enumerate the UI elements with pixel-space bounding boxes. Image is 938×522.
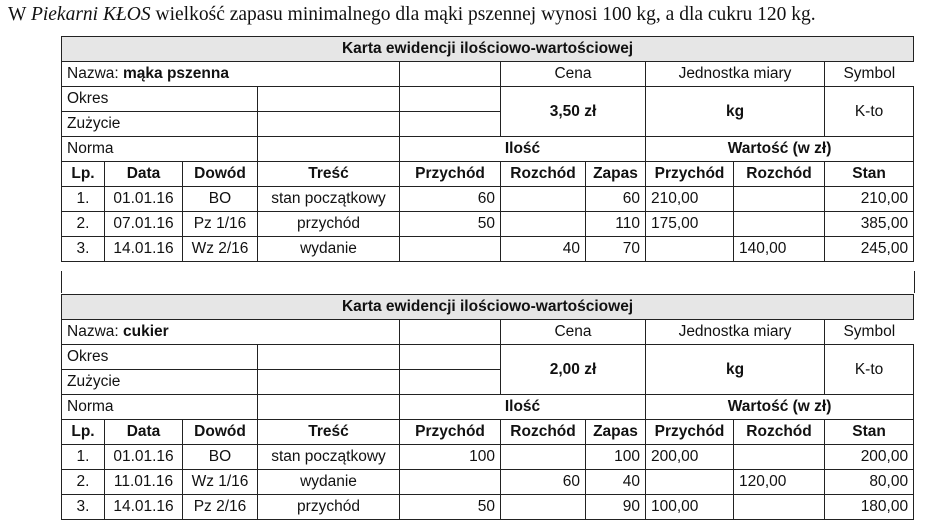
col-header-lp: Lp. bbox=[62, 162, 105, 187]
cell-val-balance: 245,00 bbox=[825, 237, 914, 262]
cell-qty-stock: 90 bbox=[586, 495, 646, 520]
symbol-header: Symbol bbox=[825, 320, 914, 345]
intro-sentence bbox=[8, 4, 933, 26]
cell-qty-stock: 40 bbox=[586, 470, 646, 495]
inventory-card bbox=[61, 36, 914, 262]
norma-label: Norma bbox=[62, 137, 258, 162]
ilosc-group-header: Ilość bbox=[400, 395, 646, 420]
cell-data: 07.01.16 bbox=[105, 212, 183, 237]
cell-data: 14.01.16 bbox=[105, 495, 183, 520]
cell-tresc: wydanie bbox=[258, 237, 400, 262]
cell-dowod: BO bbox=[183, 445, 258, 470]
item-name-cell bbox=[62, 320, 400, 345]
okres-value-2 bbox=[400, 345, 501, 370]
price-header: Cena bbox=[501, 62, 646, 87]
okres-value-2 bbox=[400, 87, 501, 112]
company-name: Piekarni KŁOS bbox=[30, 4, 151, 25]
cell-qty-in: 100 bbox=[400, 445, 501, 470]
price-header: Cena bbox=[501, 320, 646, 345]
cell-val-in: 200,00 bbox=[646, 445, 734, 470]
table-row bbox=[62, 470, 914, 495]
cell-lp: 2. bbox=[62, 212, 105, 237]
cell-val-balance: 80,00 bbox=[825, 470, 914, 495]
cell-tresc: wydanie bbox=[258, 470, 400, 495]
wartosc-group-header: Wartość (w zł) bbox=[646, 137, 914, 162]
table-row bbox=[62, 237, 914, 262]
zuzycie-value-2 bbox=[400, 370, 501, 395]
price-value: 2,00 zł bbox=[501, 345, 646, 395]
unit-value: kg bbox=[646, 345, 825, 395]
norma-value bbox=[258, 395, 400, 420]
col-header-qty-out: Rozchód bbox=[501, 420, 586, 445]
cell-lp: 2. bbox=[62, 470, 105, 495]
col-header-qty-in: Przychód bbox=[400, 420, 501, 445]
cell-val-out bbox=[734, 445, 825, 470]
unit-header: Jednostka miary bbox=[646, 320, 825, 345]
name-label: Nazwa: bbox=[67, 323, 123, 340]
cell-tresc: stan początkowy bbox=[258, 187, 400, 212]
cell-lp: 1. bbox=[62, 445, 105, 470]
cell-tresc: stan początkowy bbox=[258, 445, 400, 470]
cell-data: 14.01.16 bbox=[105, 237, 183, 262]
cell-lp: 1. bbox=[62, 187, 105, 212]
table-row bbox=[62, 212, 914, 237]
cell-qty-stock: 110 bbox=[586, 212, 646, 237]
cell-qty-stock: 100 bbox=[586, 445, 646, 470]
unit-value: kg bbox=[646, 87, 825, 137]
col-header-dowod: Dowód bbox=[183, 162, 258, 187]
cell-dowod: Wz 2/16 bbox=[183, 237, 258, 262]
card-title: Karta ewidencji ilościowo-wartościowej bbox=[62, 37, 914, 62]
col-header-lp: Lp. bbox=[62, 420, 105, 445]
col-header-val-in: Przychód bbox=[646, 420, 734, 445]
okres-label: Okres bbox=[62, 87, 258, 112]
cell-qty-in: 60 bbox=[400, 187, 501, 212]
table-row bbox=[62, 445, 914, 470]
zuzycie-value-2 bbox=[400, 112, 501, 137]
table-row bbox=[62, 187, 914, 212]
item-name-cell bbox=[62, 62, 400, 87]
norma-label: Norma bbox=[62, 395, 258, 420]
col-header-tresc: Treść bbox=[258, 162, 400, 187]
table-row bbox=[62, 495, 914, 520]
name-label: Nazwa: bbox=[67, 65, 123, 82]
zuzycie-value bbox=[258, 112, 400, 137]
cell-qty-out bbox=[501, 187, 586, 212]
cell-val-in: 100,00 bbox=[646, 495, 734, 520]
cell-qty-out: 60 bbox=[501, 470, 586, 495]
cell-qty-stock: 60 bbox=[586, 187, 646, 212]
cell-qty-in: 50 bbox=[400, 212, 501, 237]
col-header-val-in: Przychód bbox=[646, 162, 734, 187]
card-separator bbox=[61, 271, 915, 293]
cell-val-out bbox=[734, 212, 825, 237]
cell-qty-out bbox=[501, 445, 586, 470]
account-label: K-to bbox=[825, 345, 914, 395]
norma-value bbox=[258, 137, 400, 162]
col-header-tresc: Treść bbox=[258, 420, 400, 445]
col-header-val-out: Rozchód bbox=[734, 162, 825, 187]
cell-val-out: 140,00 bbox=[734, 237, 825, 262]
intro-prefix: W bbox=[8, 4, 31, 25]
col-header-val-balance: Stan bbox=[825, 420, 914, 445]
cell-data: 01.01.16 bbox=[105, 187, 183, 212]
cell-val-in bbox=[646, 470, 734, 495]
item-name: cukier bbox=[123, 323, 169, 340]
cell-qty-in: 50 bbox=[400, 495, 501, 520]
ilosc-group-header: Ilość bbox=[400, 137, 646, 162]
cell-dowod: Wz 1/16 bbox=[183, 470, 258, 495]
cell-val-balance: 210,00 bbox=[825, 187, 914, 212]
col-header-qty-in: Przychód bbox=[400, 162, 501, 187]
cell-val-in: 175,00 bbox=[646, 212, 734, 237]
cell-lp: 3. bbox=[62, 495, 105, 520]
cell-tresc: przychód bbox=[258, 212, 400, 237]
cell-val-balance: 180,00 bbox=[825, 495, 914, 520]
cell-lp: 3. bbox=[62, 237, 105, 262]
cell-qty-out: 40 bbox=[501, 237, 586, 262]
cell-data: 01.01.16 bbox=[105, 445, 183, 470]
col-header-data: Data bbox=[105, 420, 183, 445]
cell-dowod: Pz 2/16 bbox=[183, 495, 258, 520]
cell-val-out bbox=[734, 495, 825, 520]
col-header-dowod: Dowód bbox=[183, 420, 258, 445]
cell-data: 11.01.16 bbox=[105, 470, 183, 495]
cell-tresc: przychód bbox=[258, 495, 400, 520]
col-header-data: Data bbox=[105, 162, 183, 187]
zuzycie-label: Zużycie bbox=[62, 112, 258, 137]
cell-qty-in bbox=[400, 470, 501, 495]
cell-val-in bbox=[646, 237, 734, 262]
cell-val-balance: 200,00 bbox=[825, 445, 914, 470]
okres-value bbox=[258, 87, 400, 112]
cell-val-balance: 385,00 bbox=[825, 212, 914, 237]
cell-dowod: Pz 1/16 bbox=[183, 212, 258, 237]
unit-header: Jednostka miary bbox=[646, 62, 825, 87]
okres-label: Okres bbox=[62, 345, 258, 370]
item-name: mąka pszenna bbox=[123, 65, 229, 82]
zuzycie-label: Zużycie bbox=[62, 370, 258, 395]
cell-qty-out bbox=[501, 212, 586, 237]
cell-qty-in bbox=[400, 237, 501, 262]
col-header-val-balance: Stan bbox=[825, 162, 914, 187]
account-label: K-to bbox=[825, 87, 914, 137]
cell-val-out: 120,00 bbox=[734, 470, 825, 495]
col-header-qty-stock: Zapas bbox=[586, 420, 646, 445]
cell-qty-stock: 70 bbox=[586, 237, 646, 262]
empty-cell bbox=[400, 320, 501, 345]
col-header-qty-out: Rozchód bbox=[501, 162, 586, 187]
col-header-val-out: Rozchód bbox=[734, 420, 825, 445]
cell-val-in: 210,00 bbox=[646, 187, 734, 212]
intro-rest: wielkość zapasu minimalnego dla mąki pszennej wynosi 100 kg, a dla cukru 120 kg. bbox=[150, 4, 816, 25]
inventory-card bbox=[61, 294, 914, 520]
price-value: 3,50 zł bbox=[501, 87, 646, 137]
card-title: Karta ewidencji ilościowo-wartościowej bbox=[62, 295, 914, 320]
okres-value bbox=[258, 345, 400, 370]
col-header-qty-stock: Zapas bbox=[586, 162, 646, 187]
cell-dowod: BO bbox=[183, 187, 258, 212]
zuzycie-value bbox=[258, 370, 400, 395]
symbol-header: Symbol bbox=[825, 62, 914, 87]
wartosc-group-header: Wartość (w zł) bbox=[646, 395, 914, 420]
empty-cell bbox=[400, 62, 501, 87]
cell-val-out bbox=[734, 187, 825, 212]
cell-qty-out bbox=[501, 495, 586, 520]
